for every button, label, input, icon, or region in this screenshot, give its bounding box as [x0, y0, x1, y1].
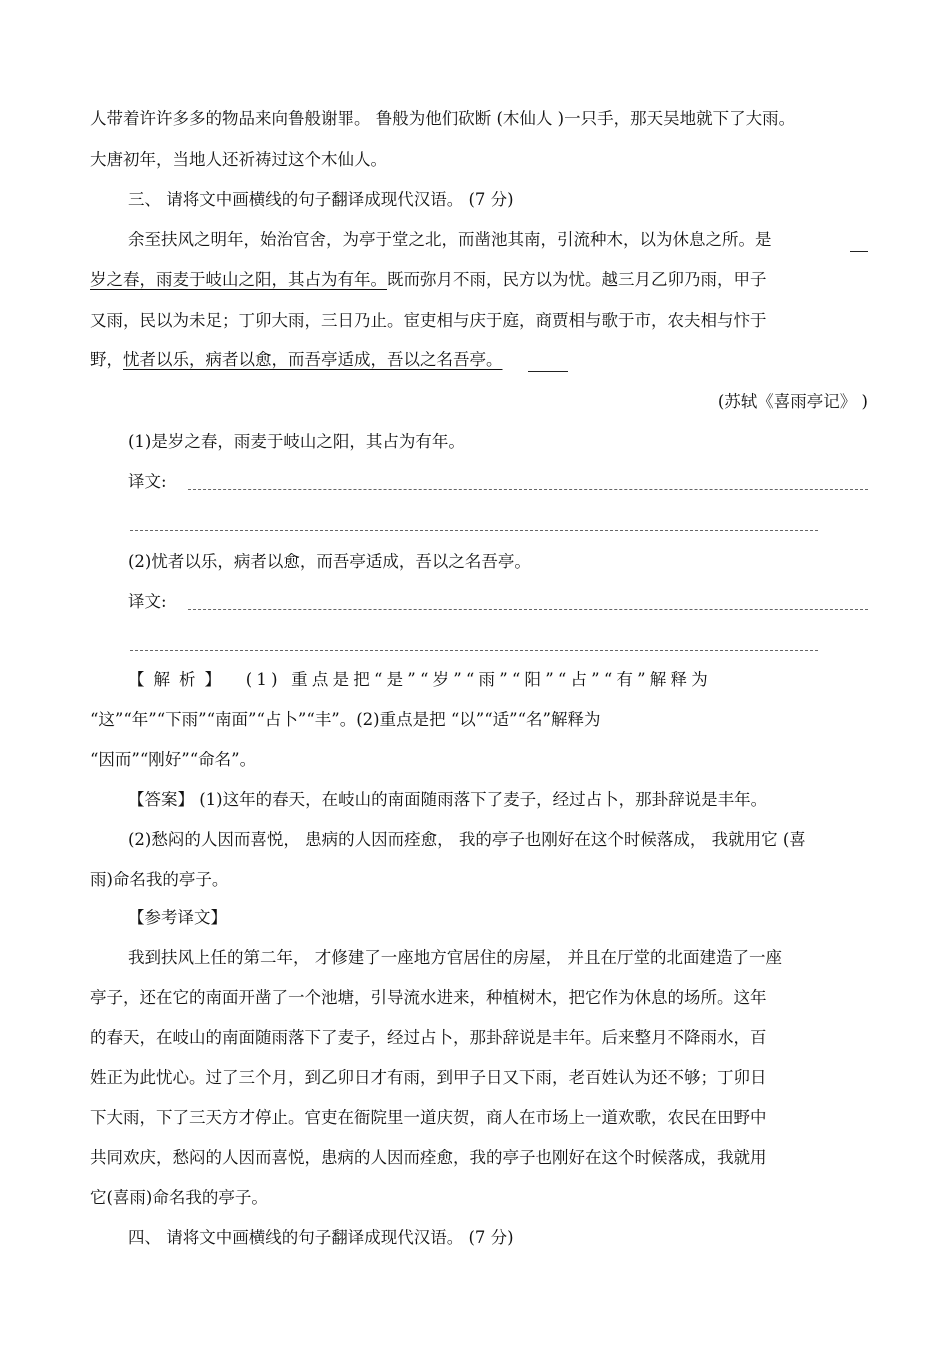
reference-line: 我到扶风上任的第二年， 才修建了一座地方官居住的房屋， 并且在厅堂的北面建造了一座	[128, 948, 782, 967]
answer-line-1: 【答案】 (1)这年的春天，在岐山的南面随雨落下了麦子，经过占卜，那卦辞说是丰年。	[128, 790, 768, 809]
analysis-label: 【解析】	[128, 670, 230, 689]
answer-line	[130, 650, 818, 651]
underline-extension	[528, 371, 568, 372]
reference-line: 姓正为此忧心。过了三个月，到乙卯日才有雨，到甲子日又下雨，老百姓认为还不够；丁卯日	[90, 1068, 767, 1087]
analysis-line-1	[128, 669, 712, 691]
answer-line	[188, 609, 868, 610]
answer-line-2: (2)愁闷的人因而喜悦， 患病的人因而痊愈， 我的亭子也刚好在这个时候落成， 我就用它 (喜	[128, 830, 806, 849]
translation-label-1: 译文:	[128, 472, 167, 491]
translation-label-2: 译文:	[128, 592, 167, 611]
reference-translation-label: 【参考译文】	[128, 908, 227, 927]
analysis-line-3: “因而”“刚好”“命名”。	[90, 750, 257, 769]
reference-line: 亭子，还在它的南面开凿了一个池塘，引导流水进来，种植树木，把它作为休息的场所。这年	[90, 988, 767, 1007]
underlined-sentence-1: 岁之春，雨麦于岐山之阳，其占为有年。	[90, 270, 387, 289]
intro-line-1: 人带着许许多多的物品来向鲁般谢罪。 鲁般为他们砍断 (木仙人 )一只手，那天吴地就下了大雨。	[90, 109, 796, 128]
passage-line-2	[90, 269, 767, 291]
answer-line	[130, 530, 818, 531]
analysis-line-2: “这”“年”“下雨”“南面”“占卜”“丰”。(2)重点是把 “以”“适”“名”解释为	[90, 710, 601, 729]
intro-line-2: 大唐初年，当地人还祈祷过这个木仙人。	[90, 150, 387, 169]
passage-line-2-rest: 既而弥月不雨，民方以为忧。越三月乙卯乃雨，甲子	[387, 270, 767, 289]
underlined-sentence-2: 忧者以乐，病者以愈，而吾亭适成，吾以之名吾亭。	[123, 350, 503, 369]
passage-line-3: 又雨，民以为未足；丁卯大雨，三日乃止。宦吏相与庆于庭，商贾相与歌于市，农夫相与忭于	[90, 311, 767, 330]
sub-question-2: (2)忧者以乐，病者以愈，而吾亭适成，吾以之名吾亭。	[128, 552, 531, 571]
underline-mark	[850, 251, 868, 252]
answer-line-3: 雨)命名我的亭子。	[90, 870, 229, 889]
question-3-heading: 三、 请将文中画横线的句子翻译成现代汉语。 (7 分)	[128, 190, 514, 209]
reference-line: 的春天，在岐山的南面随雨落下了麦子，经过占卜，那卦辞说是丰年。后来整月不降雨水，百	[90, 1028, 767, 1047]
analysis-line-1-text: (1) 重点是把“是”“岁”“雨”“阳”“占”“有”解释为	[245, 670, 712, 689]
passage-line-1: 余至扶风之明年，始治官舍，为亭于堂之北，而凿池其南，引流种木，以为休息之所。是	[128, 230, 772, 249]
passage-line-4-pre: 野，	[90, 350, 123, 369]
passage-line-4	[90, 349, 503, 371]
reference-line: 下大雨，下了三天方才停止。官吏在衙院里一道庆贺，商人在市场上一道欢歌，农民在田野中	[90, 1108, 767, 1127]
question-4-heading: 四、 请将文中画横线的句子翻译成现代汉语。 (7 分)	[128, 1228, 514, 1247]
sub-question-1: (1)是岁之春，雨麦于岐山之阳，其占为有年。	[128, 432, 465, 451]
passage-source: (苏轼《喜雨亭记》 )	[717, 392, 868, 411]
reference-line: 它(喜雨)命名我的亭子。	[90, 1188, 268, 1207]
reference-line: 共同欢庆，愁闷的人因而喜悦，患病的人因而痊愈，我的亭子也刚好在这个时候落成，我就用	[90, 1148, 767, 1167]
answer-line	[188, 489, 868, 490]
